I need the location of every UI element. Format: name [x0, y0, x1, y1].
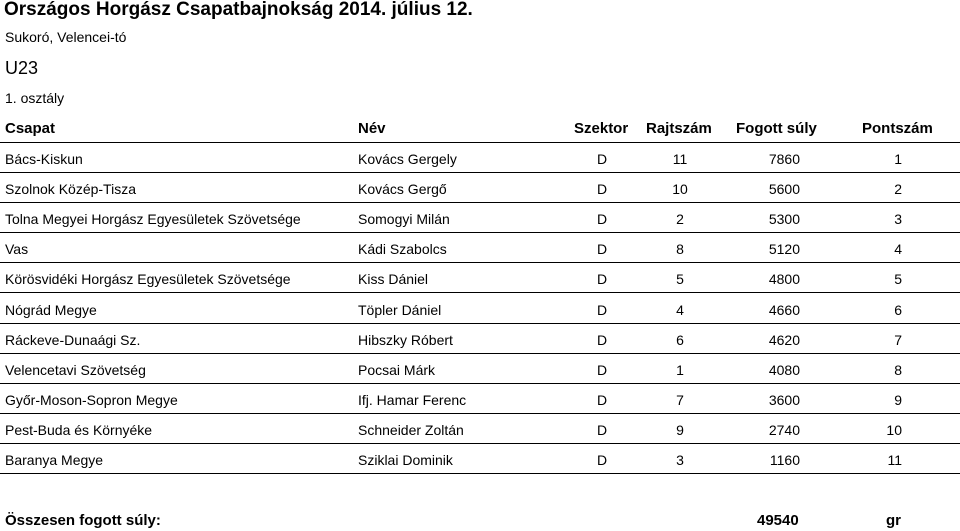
row-divider [0, 323, 960, 324]
row-divider [0, 473, 960, 474]
row-weight: 4660 [768, 301, 800, 318]
row-divider [0, 413, 960, 414]
row-weight: 4620 [768, 331, 800, 348]
row-team: Tolna Megyei Horgász Egyesületek Szövetsége [5, 211, 301, 228]
row-name: Somogyi Milán [358, 211, 450, 228]
row-team: Nógrád Megye [5, 301, 97, 318]
row-sector: D [596, 391, 608, 408]
row-name: Ifj. Hamar Ferenc [358, 391, 467, 408]
row-weight: 2740 [768, 421, 800, 438]
row-start-number: 5 [676, 271, 684, 288]
row-weight: 5120 [768, 241, 800, 258]
row-weight: 4800 [768, 271, 800, 288]
row-sector: D [596, 271, 608, 288]
division-label: 1. osztály [5, 90, 65, 106]
row-team: Velencetavi Szövetség [5, 361, 146, 378]
row-weight: 4080 [768, 361, 800, 378]
row-start-number: 8 [676, 241, 684, 258]
total-weight-unit: gr [886, 512, 901, 529]
row-weight: 5300 [768, 211, 800, 228]
age-category: U23 [5, 58, 39, 78]
row-sector: D [596, 181, 608, 198]
row-points: 9 [894, 391, 902, 408]
row-start-number: 2 [676, 211, 684, 228]
row-divider [0, 202, 960, 203]
row-points: 6 [894, 301, 902, 318]
row-team: Vas [5, 241, 29, 258]
row-name: Kiss Dániel [358, 271, 429, 288]
row-team: Pest-Buda és Környéke [5, 421, 153, 438]
row-points: 3 [894, 211, 902, 228]
row-start-number: 3 [676, 452, 684, 468]
row-start-number: 10 [672, 181, 688, 198]
row-divider [0, 383, 960, 384]
row-divider [0, 172, 960, 173]
row-points: 1 [894, 151, 902, 167]
row-sector: D [596, 211, 608, 228]
row-divider [0, 443, 960, 444]
header-divider [0, 142, 960, 143]
row-points: 4 [894, 241, 902, 258]
row-start-number: 11 [672, 151, 688, 167]
event-location: Sukoró, Velencei-tó [5, 29, 127, 45]
row-points: 8 [894, 361, 902, 378]
row-weight: 7860 [768, 151, 800, 167]
row-divider [0, 232, 960, 233]
row-weight: 3600 [768, 391, 800, 408]
row-sector: D [596, 241, 608, 258]
total-weight-label: Összesen fogott súly: [5, 512, 161, 529]
row-team: Ráckeve-Dunaági Sz. [5, 331, 141, 348]
row-sector: D [596, 151, 608, 167]
row-start-number: 6 [676, 331, 684, 348]
row-start-number: 7 [676, 391, 684, 408]
row-sector: D [596, 301, 608, 318]
row-name: Sziklai Dominik [358, 452, 453, 468]
row-points: 11 [887, 452, 902, 468]
column-header-name: Név [358, 120, 386, 137]
column-header-points: Pontszám [862, 120, 933, 137]
row-points: 10 [886, 421, 902, 438]
row-weight: 1160 [769, 452, 800, 468]
row-start-number: 1 [676, 361, 684, 378]
row-team: Bács-Kiskun [5, 151, 83, 167]
column-header-sector: Szektor [574, 120, 629, 137]
row-sector: D [596, 331, 608, 348]
row-name: Hibszky Róbert [358, 331, 453, 348]
row-team: Baranya Megye [5, 452, 104, 468]
row-name: Pocsai Márk [358, 361, 436, 378]
page-title: Országos Horgász Csapatbajnokság 2014. július 12. [4, 0, 473, 20]
row-team: Szolnok Közép-Tisza [5, 181, 136, 198]
row-name: Kovács Gergő [358, 181, 447, 198]
column-header-start-number: Rajtszám [646, 120, 712, 137]
column-header-team: Csapat [5, 120, 56, 137]
row-points: 7 [894, 331, 902, 348]
row-start-number: 9 [676, 421, 684, 438]
row-name: Töpler Dániel [358, 301, 442, 318]
row-sector: D [596, 421, 608, 438]
row-sector: D [596, 452, 608, 468]
row-divider [0, 353, 960, 354]
row-divider [0, 292, 960, 293]
column-header-weight: Fogott súly [736, 120, 817, 137]
row-sector: D [596, 361, 608, 378]
row-team: Győr-Moson-Sopron Megye [5, 391, 178, 408]
row-name: Kovács Gergely [358, 151, 457, 167]
total-weight-value: 49540 [757, 512, 799, 529]
row-points: 2 [894, 181, 902, 198]
row-weight: 5600 [768, 181, 800, 198]
row-name: Kádi Szabolcs [358, 241, 447, 258]
row-start-number: 4 [676, 301, 684, 318]
row-points: 5 [894, 271, 902, 288]
row-name: Schneider Zoltán [358, 421, 464, 438]
row-team: Körösvidéki Horgász Egyesületek Szövetsége [5, 271, 291, 288]
row-divider [0, 262, 960, 263]
